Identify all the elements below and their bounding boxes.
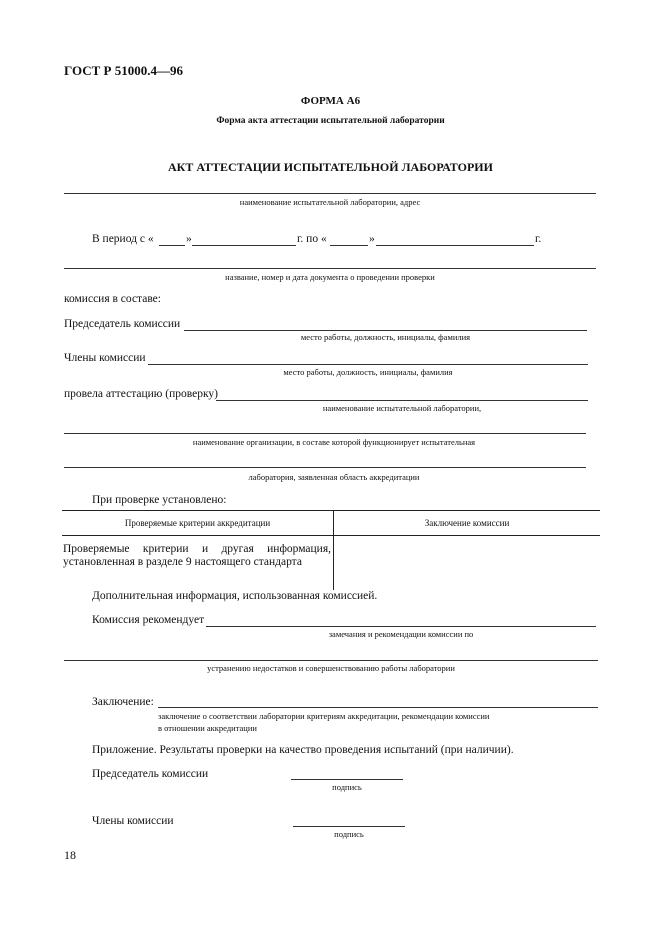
conducted-line <box>216 400 588 401</box>
chairman-line <box>184 330 587 331</box>
appendix: Приложение. Результаты проверки на качество проведения испытаний (при наличии). <box>92 744 514 756</box>
chairman-caption: место работы, должность, инициалы, фамилия <box>300 332 471 342</box>
chairman-label: Председатель комиссии <box>64 318 181 330</box>
conducted-caption: наименование испытательной лаборатории, <box>322 403 482 413</box>
lab-name-line <box>64 193 596 194</box>
chairman-signature-line <box>291 779 403 780</box>
members-label: Члены комиссии <box>64 352 146 364</box>
members-signature-line <box>293 826 405 827</box>
members-caption: место работы, должность, инициалы, фамилия <box>283 367 453 377</box>
recommends-label: Комиссия рекомендует <box>92 614 205 626</box>
accreditation-caption: лаборатория, заявленная область аккредитации <box>248 472 420 482</box>
commission-intro: комиссия в составе: <box>64 293 161 305</box>
form-subtitle: Форма акта аттестации испытательной лаборатории <box>216 116 445 126</box>
document-line <box>64 268 596 269</box>
recommends-line <box>206 626 596 627</box>
table-header-row <box>62 511 600 536</box>
conclusion-label: Заключение: <box>92 696 154 708</box>
members-signature-label: Члены комиссии <box>92 815 174 827</box>
period-quote2: » <box>369 233 375 245</box>
period-year2: г. <box>535 233 542 245</box>
organization-caption: наименование организации, в составе которой функционирует испытательная <box>192 437 476 447</box>
page-number: 18 <box>64 848 76 862</box>
accreditation-line <box>64 467 586 468</box>
act-title: АКТ АТТЕСТАЦИИ ИСПЫТАТЕЛЬНОЙ ЛАБОРАТОРИИ <box>168 160 493 174</box>
period-prefix: В период с « <box>92 233 154 245</box>
members-signature-caption: подпись <box>334 829 364 839</box>
chairman-signature-label: Председатель комиссии <box>92 768 209 780</box>
findings-intro: При проверке установлено: <box>92 494 227 506</box>
organization-line <box>64 433 586 434</box>
period-month2-line <box>376 245 534 246</box>
table-cell: Проверяемые критерии и другая информация, установленная в разделе 9 настоящего стандарта <box>62 536 334 591</box>
period-month1-line <box>192 245 296 246</box>
conducted-label: провела аттестацию (проверку) <box>64 388 218 400</box>
table-row <box>62 536 600 591</box>
document-caption: название, номер и дата документа о проведении проверки <box>225 272 435 282</box>
period-day2-line <box>330 245 368 246</box>
conclusion-line <box>158 707 598 708</box>
recommends-caption-2: устранению недостатков и совершенствованию работы лаборатории <box>207 663 455 673</box>
conclusion-caption-2: в отношении аккредитации <box>158 723 257 733</box>
recommends-caption: замечания и рекомендации комиссии по <box>328 629 474 639</box>
members-line <box>148 364 588 365</box>
period-quote1: » <box>186 233 192 245</box>
form-title: ФОРМА А6 <box>300 95 361 107</box>
chairman-signature-caption: подпись <box>332 782 362 792</box>
table-header: Заключение комиссии <box>334 511 601 536</box>
lab-name-caption: наименование испытательной лаборатории, адрес <box>239 197 421 207</box>
table-cell <box>334 536 601 591</box>
criteria-table <box>62 510 600 590</box>
standard-number: ГОСТ Р 51000.4—96 <box>64 63 183 78</box>
table-header: Проверяемые критерии аккредитации <box>62 511 334 536</box>
recommends-line-2 <box>64 660 598 661</box>
conclusion-caption: заключение о соответствии лаборатории критериям аккредитации, рекомендации комиссии <box>158 711 490 721</box>
period-day1-line <box>159 245 185 246</box>
additional-info: Дополнительная информация, использованная комиссией. <box>92 590 378 602</box>
period-year1: г. по « <box>297 233 327 245</box>
